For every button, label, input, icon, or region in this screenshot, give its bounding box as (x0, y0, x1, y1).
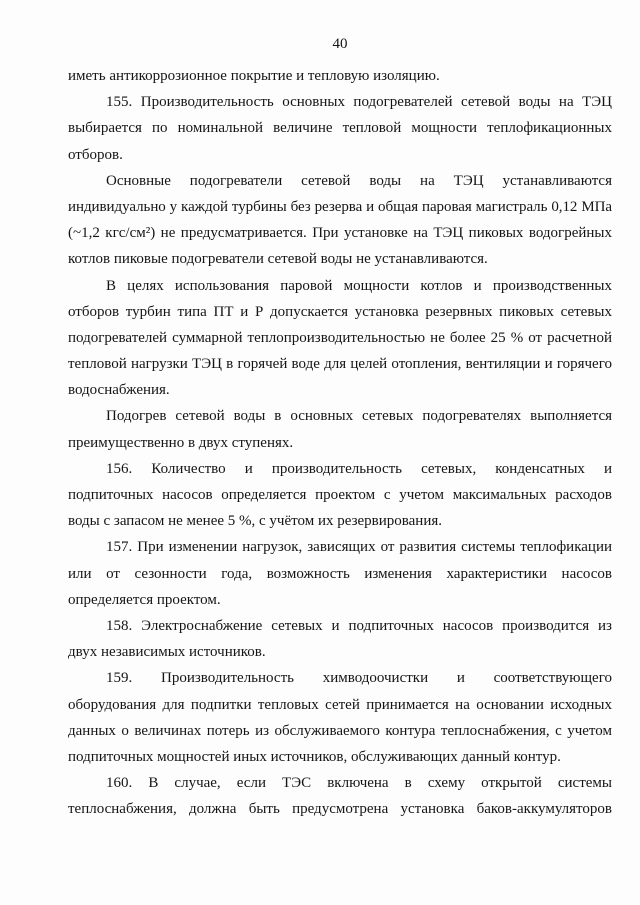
text-line: определяется проектом. (68, 591, 221, 608)
text-line: водоснабжения. (68, 382, 170, 399)
paragraph-156 (68, 456, 612, 535)
paragraph-main-heaters (68, 168, 612, 273)
page-number: 40 (332, 36, 348, 52)
page-body (68, 63, 612, 822)
text-line: 155. Производительность основных подогревателей сетевой воды на ТЭЦ (106, 94, 612, 111)
paragraph-158 (68, 613, 612, 665)
paragraph-157 (68, 534, 612, 613)
text-line: подпиточных насосов определяется проектом с учетом максимальных расходов (68, 487, 612, 503)
text-line: индивидуально у каждой турбины без резерва и общая паровая магистраль 0,12 МПа (68, 198, 612, 215)
text-line: оборудования для подпитки тепловых сетей принимается на основании исходных (68, 696, 612, 713)
text-line: 157. При изменении нагрузок, зависящих от развития системы теплофикации (106, 539, 612, 556)
text-line: воды с запасом не менее 5 %, с учётом их резервирования. (68, 513, 443, 530)
paragraph-continuation (68, 63, 612, 89)
paragraph-reserve-heaters (68, 273, 612, 404)
text-line: иметь антикоррозионное покрытие и тепловую изоляцию. (68, 68, 440, 84)
text-line: 156. Количество и производительность сетевых, конденсатных и (106, 460, 612, 477)
text-line: отборов турбин типа ПТ и Р допускается установка резервных пиковых сетевых (68, 303, 612, 320)
text-line: 160. В случае, если ТЭС включена в схему открытой системы (106, 775, 612, 792)
paragraph-160 (68, 770, 612, 822)
text-line: (~1,2 кгс/см²) не предусматривается. При установке на ТЭЦ пиковых водогрейных (68, 225, 612, 242)
text-line: подпиточных мощностей иных источников, обслуживающих данный контур. (68, 748, 561, 765)
text-line: преимущественно в двух ступенях. (68, 434, 294, 451)
text-line: 159. Производительность химводоочистки и соответствующего (106, 670, 612, 687)
text-line: тепловой нагрузки ТЭЦ в горячей воде для целей отопления, вентиляции и горячего (68, 356, 612, 373)
text-line: двух независимых источников. (68, 644, 266, 661)
paragraph-155 (68, 89, 612, 168)
text-line: отборов. (68, 146, 123, 163)
text-line: 158. Электроснабжение сетевых и подпиточных насосов производится из (106, 617, 612, 634)
text-line: В целях использования паровой мощности котлов и производственных (106, 277, 612, 294)
text-line: подогревателей суммарной теплопроизводительностью не более 25 % от расчетной (68, 329, 612, 346)
paragraph-heating-stages (68, 403, 612, 455)
text-line: Основные подогреватели сетевой воды на ТЭЦ устанавливаются (106, 172, 612, 189)
text-line: данных о величинах потерь из обслуживаемого контура теплоснабжения, с учетом (68, 722, 612, 739)
text-line: выбирается по номинальной величине тепловой мощности теплофикационных (68, 120, 612, 137)
paragraph-159 (68, 665, 612, 770)
text-line: теплоснабжения, должна быть предусмотрена установка баков-аккумуляторов (68, 801, 612, 818)
text-line: котлов пиковые подогреватели сетевой воды не устанавливаются. (68, 251, 488, 268)
text-line: Подогрев сетевой воды в основных сетевых подогревателях выполняется (106, 408, 612, 425)
text-line: или от сезонности года, возможность изменения характеристики насосов (68, 565, 612, 582)
